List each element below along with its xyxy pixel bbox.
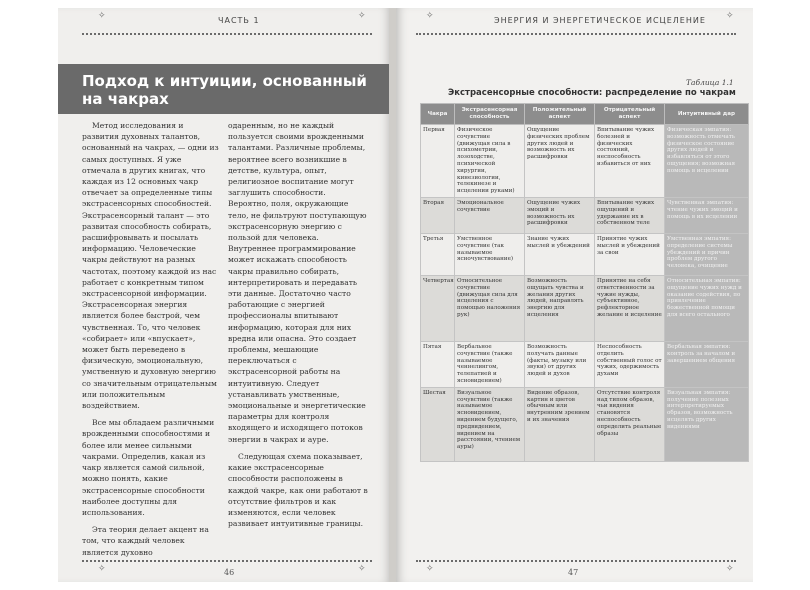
- table-cell: Впитывание чужих ощущений и удержание их в собственном теле: [595, 197, 665, 233]
- table-cell: Вторая: [421, 197, 455, 233]
- table-cell: Пятая: [421, 341, 455, 387]
- dotted-rule-top-right: [416, 33, 736, 35]
- table-cell: Шестая: [421, 387, 455, 461]
- right-page: [396, 8, 753, 582]
- table-cell: Относительное сочувствие (движущая сила для исцеления с помощью наложения рук): [455, 275, 525, 341]
- column-header: Интуитивный дар: [665, 104, 749, 125]
- section-heading-banner: [58, 64, 391, 114]
- table-cell: Эмоциональное сочувствие: [455, 197, 525, 233]
- table-cell: Принятие на себя ответственности за чужие нужды, субъективное, рефлекторное желание и исцеление: [595, 275, 665, 341]
- table-cell: Впитывание чужих болезней и физических состояний, неспособность избавиться от них: [595, 125, 665, 198]
- section-heading: Подход к интуиции, основанный на чакрах: [82, 72, 367, 108]
- column-header: Экстрасенсорная способность: [455, 104, 525, 125]
- table-cell: Визуальная эмпатия: получение полезных интерпретируемых образов, возможность исцелять других видениями: [665, 387, 749, 461]
- table-cell: Ощущение чужих эмоций и возможность их расшифровки: [525, 197, 595, 233]
- table-cell: Видение образов, картин и цветов обычным или внутренним зрением и их значения: [525, 387, 595, 461]
- table-cell: Принятие чужих мыслей и убеждений за свои: [595, 233, 665, 275]
- table-cell: Умственная эмпатия: определение системы убеждений и причин проблем другого человека, очищение: [665, 233, 749, 275]
- table-cell: Чувственная эмпатия: чтение чужих эмоций и помощь в их исцелении: [665, 197, 749, 233]
- table-cell: Физическая эмпатия: возможность отмечать физическое состояние других людей и избавляться от этого ощущения; возможная помощь в исцелении: [665, 125, 749, 198]
- paragraph: Метод исследования и развития духовных талантов, основанный на чакрах, — одни из самых доступных. Я уже отмечала в других книгах, что каждая из 12 основных чакр отвечает за определенные типы экстрасенсорных способностей. Экстрасенсорный талант — это развитая способность собирать, расшифровывать и посылать информацию. Человеческие чакры действуют на разных частотах, поэтому каждой из нас работает с конкретным типом экстрасенсорной информации. Экстрасенсорная энергия является более быстрой, чем чувственная. То, что человек «собирает» или «впускает», может быть переведено в физическую, эмоциональную, умственную и духовную энергию со значительным отрицательным или положительным воздействием.: [82, 121, 219, 411]
- ornament-icon: ✧: [726, 11, 734, 21]
- table-cell: Отсутствие контроля над типом образов, чьи видения становятся неспособность определить реальные образы: [595, 387, 665, 461]
- text-column-1: [82, 120, 220, 558]
- left-page: [58, 8, 391, 582]
- paragraph: одаренным, но не каждый пользуется своими врожденными талантами. Различные проблемы, вероятнее всего возникшие в детстве, культура, опыт, религиозное воспитание могут заглушить способности. Вероятно, поля, окружающие тело, не фильтруют поступающую экстрасенсорную энергию с пользой для человека. Внутреннее программирование может искажать способность чакры правильно собирать, интерпретировать и передавать эти данные. Достаточно часто работающие с энергией профессионалы впитывают информацию, которая для них вредна или опасна. Это создает проблемы, мешающие переключаться с экстрасенсорной работы на интуитивную. Следует устанавливать умственные, эмоциональные и энергетические параметры для контроля входящего и исходящего потоков энергии в чакрах и ауре.: [228, 121, 367, 444]
- text-column-2: [228, 120, 368, 529]
- table-row: [421, 125, 749, 198]
- table-row: [421, 341, 749, 387]
- paragraph: Все мы обладаем различными врожденными способностями и более или менее сильными чакрами. Определив, какая из чакр является самой сильной, можно понять, какие экстрасенсорные способности наиболее доступны для использования.: [82, 418, 215, 517]
- ornament-icon: ✧: [726, 564, 734, 574]
- table-cell: Вербальное сочувствие (также называемое ченнелингом, телепатией и ясновидением): [455, 341, 525, 387]
- ornament-icon: ✧: [426, 11, 434, 21]
- ornament-icon: ✧: [98, 11, 106, 21]
- page-number-right: 47: [568, 568, 579, 577]
- column-header: Отрицательный аспект: [595, 104, 665, 125]
- column-header: Чакра: [421, 104, 455, 125]
- paragraph: Следующая схема показывает, какие экстрасенсорные способности расположены в каждой чакре, как они работают в отсутствие фильтров и как изменяются, если человек развивает интуитивные границы.: [228, 451, 368, 529]
- table-row: [421, 197, 749, 233]
- ornament-icon: ✧: [98, 564, 106, 574]
- table-cell: Ощущение физических проблем других людей и возможность их расшифровки: [525, 125, 595, 198]
- table-row: [421, 233, 749, 275]
- dotted-rule-bottom-left: [82, 560, 372, 562]
- table-cell: Возможность ощущать чувства и желания других людей, направлять энергию для исцеления: [525, 275, 595, 341]
- dotted-rule-bottom-right: [416, 560, 736, 562]
- table-cell: Умственное сочувствие (так называемое ясночувствование): [455, 233, 525, 275]
- table-cell: Третья: [421, 233, 455, 275]
- column-header: Положительный аспект: [525, 104, 595, 125]
- table-cell: Физическое сочувствие (движущая сила в психометрии, лозоходстве, психической хирургии, кинезиологии, телекинезе и исцелении руками): [455, 125, 525, 198]
- table-cell: Вербальная эмпатия: контроль за началом и завершением общения: [665, 341, 749, 387]
- page-number-left: 46: [224, 568, 235, 577]
- table-cell: Знание чужих мыслей и убеждений: [525, 233, 595, 275]
- ornament-icon: ✧: [358, 564, 366, 574]
- ornament-icon: ✧: [426, 564, 434, 574]
- ornament-icon: ✧: [358, 11, 366, 21]
- running-head-left: ЧАСТЬ 1: [218, 16, 260, 25]
- table-title: Экстрасенсорные способности: распределение по чакрам: [448, 88, 736, 98]
- table-cell: Относительная эмпатия: ощущение чужих нужд и оказание содействия, по привлечение божественной помощи для всего остального: [665, 275, 749, 341]
- running-head-right: ЭНЕРГИЯ И ЭНЕРГЕТИЧЕСКОЕ ИСЦЕЛЕНИЕ: [494, 16, 706, 25]
- table-row: [421, 275, 749, 341]
- table-cell: Неспособность отделить собственный голос от чужих, одержимость духами: [595, 341, 665, 387]
- book-spread: [58, 8, 753, 582]
- table-cell: Возможность получать данные (факты, музыку или звуки) от других людей и духов: [525, 341, 595, 387]
- table-cell: Первая: [421, 125, 455, 198]
- table-cell: Визуальное сочувствие (также называемое ясновидением, видением будущего, предвидением, видением на расстоянии, чтением ауры): [455, 387, 525, 461]
- table-cell: Четвертая: [421, 275, 455, 341]
- dotted-rule-top-left: [82, 33, 372, 35]
- chakra-table: [420, 103, 749, 462]
- table-label: Таблица 1.1: [686, 78, 734, 87]
- table-row: [421, 387, 749, 461]
- paragraph: Эта теория делает акцент на том, что каждый человек является духовно: [82, 525, 209, 557]
